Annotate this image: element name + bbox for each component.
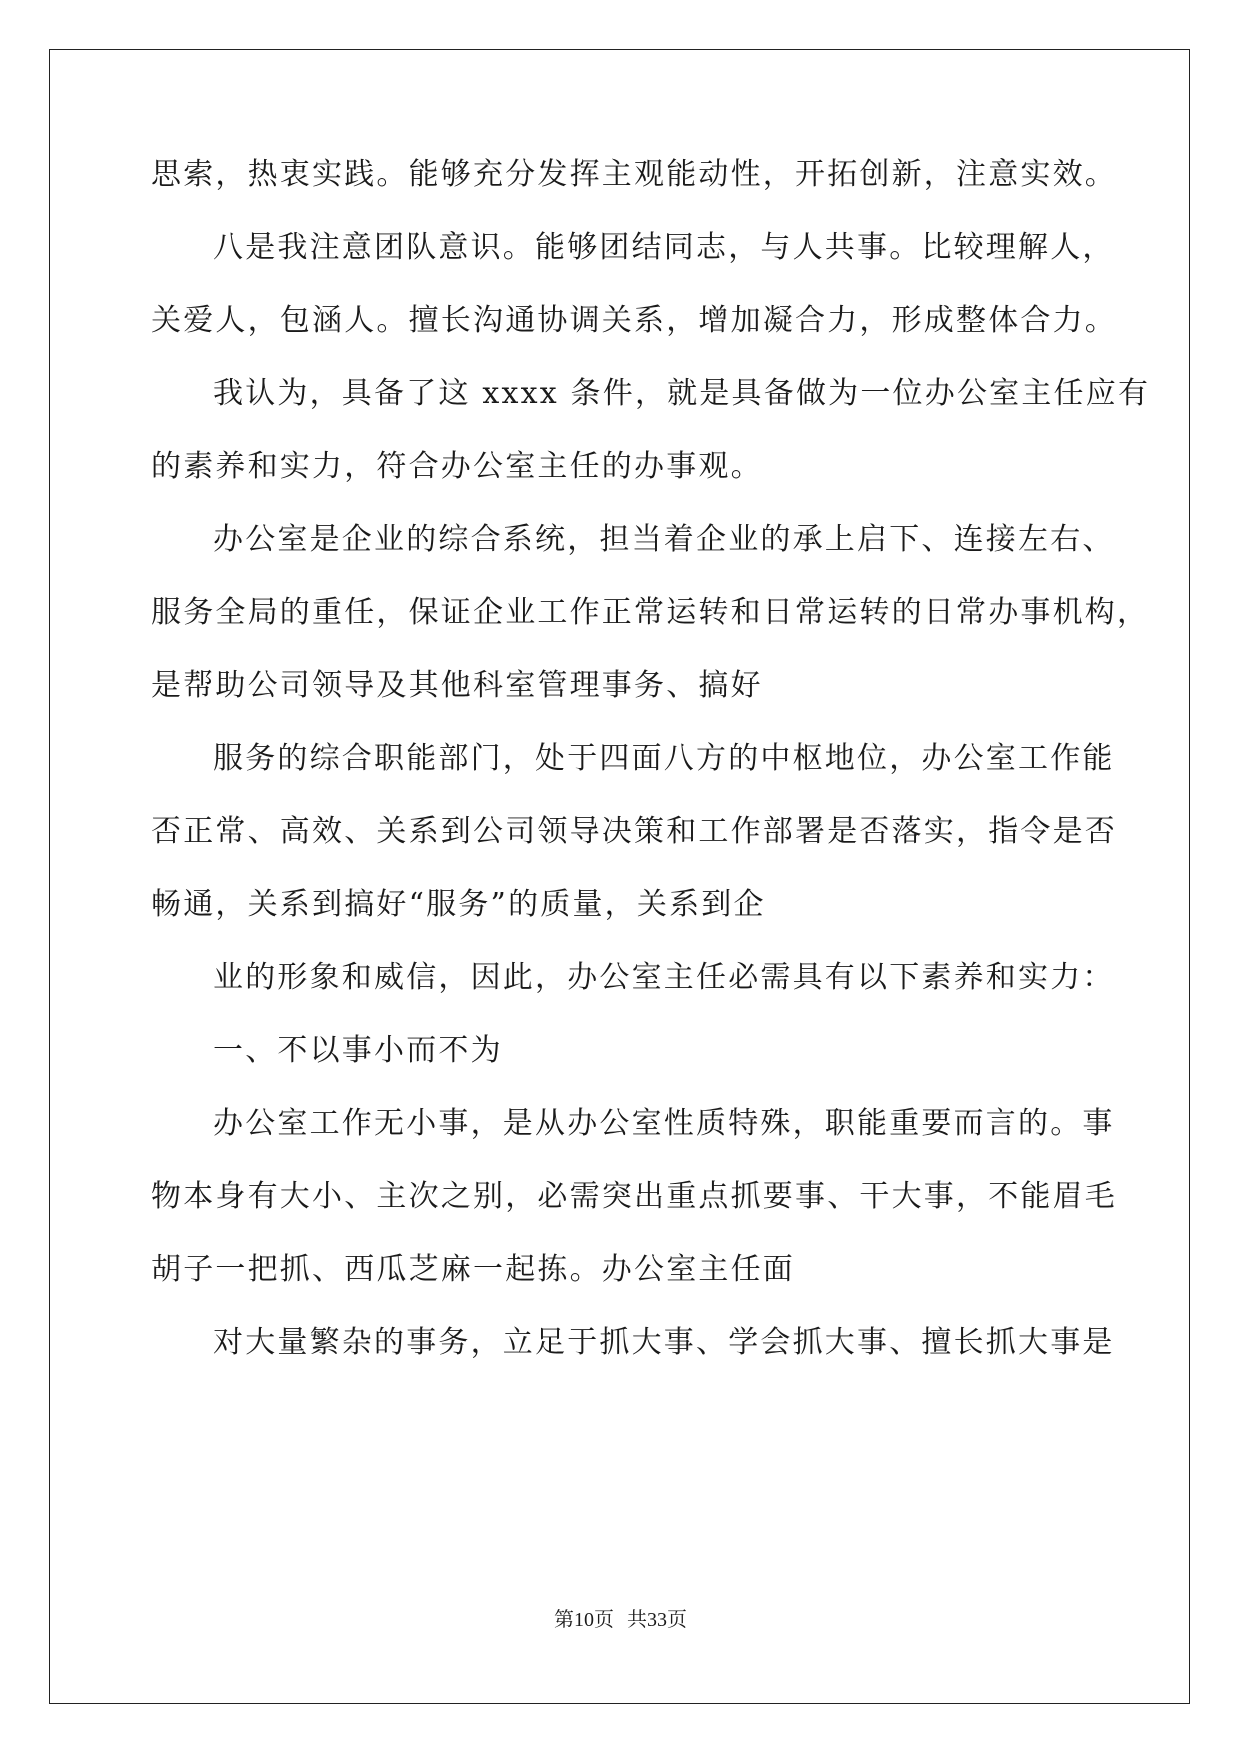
section-heading: 一、不以事小而不为: [213, 1033, 503, 1068]
text-line: 办公室是企业的综合系统，担当着企业的承上启下、连接左右、: [213, 522, 1115, 557]
text-line: 办公室工作无小事，是从办公室性质特殊，职能重要而言的。事: [213, 1106, 1115, 1141]
text-line: 八是我注意团队意识。能够团结同志，与人共事。比较理解人，: [213, 230, 1115, 265]
text-line: 服务全局的重任，保证企业工作正常运转和日常运转的日常办事机构，: [151, 595, 1150, 630]
page-border: [49, 49, 1190, 1704]
text-line: 服务的综合职能部门，处于四面八方的中枢地位，办公室工作能: [213, 741, 1115, 776]
text-line: 胡子一把抓、西瓜芝麻一起拣。办公室主任面: [151, 1252, 795, 1287]
text-line: 畅通，关系到搞好“服务”的质量，关系到企: [151, 887, 766, 922]
text-line: 思索，热衷实践。能够充分发挥主观能动性，开拓创新，注意实效。: [151, 157, 1117, 192]
page-footer: [0, 1607, 1241, 1633]
text-line: 对大量繁杂的事务，立足于抓大事、学会抓大事、擅长抓大事是: [213, 1325, 1115, 1360]
page-number: 第10页: [554, 1609, 614, 1631]
text-line: 我认为，具备了这 xxxx 条件，就是具备做为一位办公室主任应有: [213, 376, 1151, 411]
text-line: 物本身有大小、主次之别，必需突出重点抓要事、干大事，不能眉毛: [151, 1179, 1117, 1214]
text-line: 否正常、高效、关系到公司领导决策和工作部署是否落实，指令是否: [151, 814, 1117, 849]
text-line: 是帮助公司领导及其他科室管理事务、搞好: [151, 668, 763, 703]
page-total: 共33页: [627, 1609, 687, 1631]
text-line: 的素养和实力，符合办公室主任的办事观。: [151, 449, 763, 484]
text-line: 业的形象和威信，因此，办公室主任必需具有以下素养和实力：: [213, 960, 1115, 995]
text-line: 关爱人，包涵人。擅长沟通协调关系，增加凝合力，形成整体合力。: [151, 303, 1117, 338]
